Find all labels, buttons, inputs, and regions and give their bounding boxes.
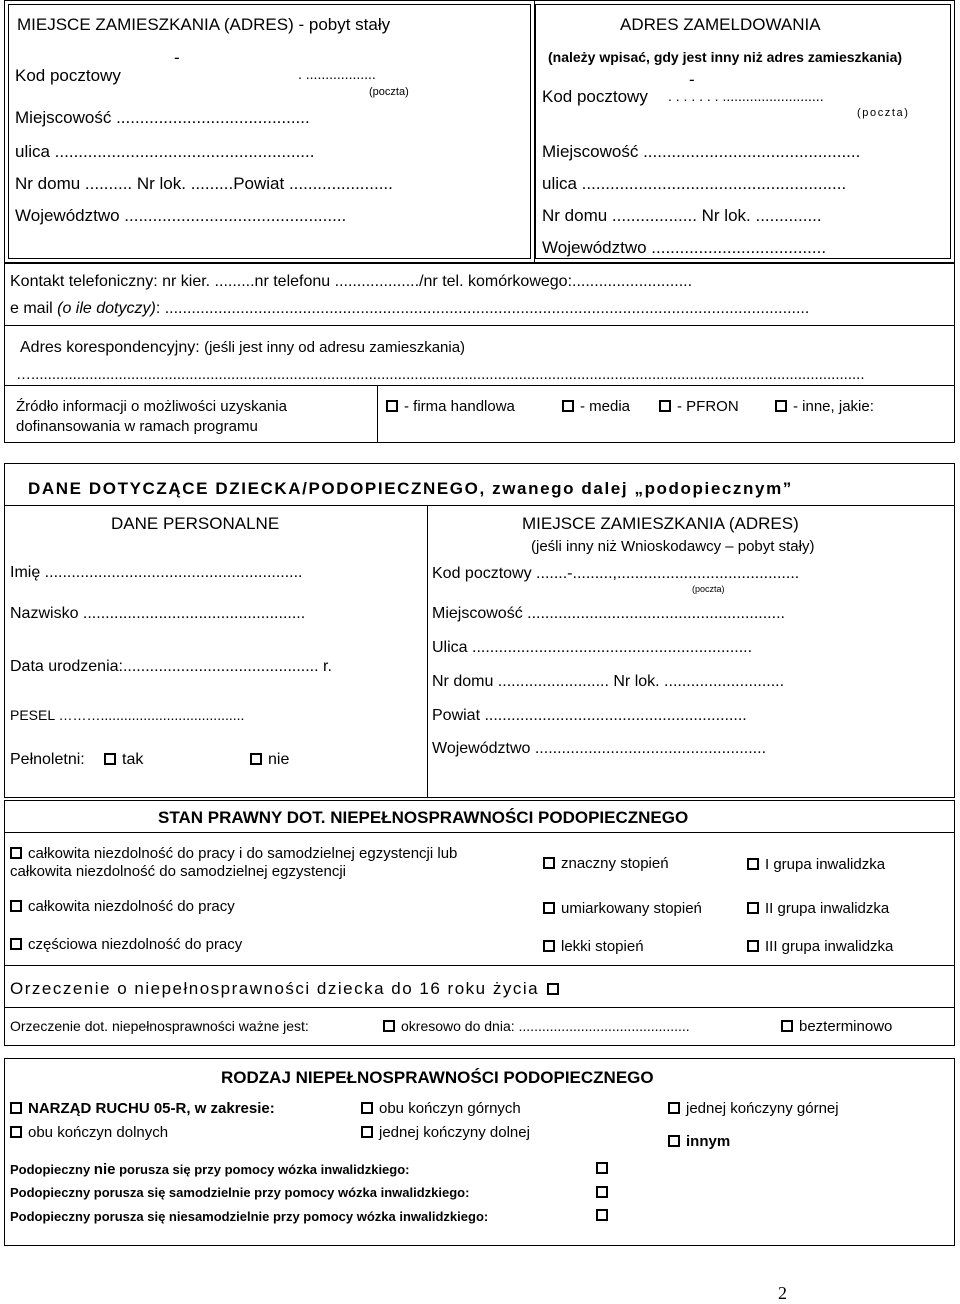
checkbox-icon[interactable] <box>547 983 559 995</box>
legal-opt-partial-work[interactable]: częściowa niezdolność do pracy <box>10 936 242 953</box>
contact-email[interactable]: e mail (o ile dotyczy): ................................................................................................................................................. <box>10 300 810 317</box>
degree-significant[interactable]: znaczny stopień <box>543 855 669 872</box>
residence-postal-label[interactable]: Kod pocztowy <box>15 66 121 85</box>
child-voivodeship[interactable]: Województwo .................................................... <box>432 740 767 757</box>
checkbox-icon[interactable] <box>10 900 22 912</box>
registered-note: (należy wpisać, gdy jest inny niż adres zamieszkania) <box>548 49 903 65</box>
registered-poczta: (poczta) <box>857 107 910 119</box>
child-header-line <box>4 505 955 506</box>
registered-voivodeship[interactable]: Województwo ..................................... <box>542 238 827 257</box>
residence-title: MIEJSCE ZAMIESZKANIA (ADRES) - pobyt stały <box>17 15 391 34</box>
checkbox-icon[interactable] <box>747 902 759 914</box>
validity-line <box>4 1007 955 1008</box>
child-header: DANE DOTYCZĄCE DZIECKA/PODOPIECZNEGO, zwanego dalej „podopiecznym” <box>28 479 793 498</box>
checkbox-icon[interactable] <box>10 1102 22 1114</box>
source-label-1: Źródło informacji o możliwości uzyskania <box>16 398 287 415</box>
legal-title-line <box>4 832 955 833</box>
checkbox-icon[interactable] <box>386 400 398 412</box>
registered-house[interactable]: Nr domu .................. Nr lok. .............. <box>542 206 822 225</box>
group-2[interactable]: II grupa inwalidzka <box>747 900 889 917</box>
checkbox-icon[interactable] <box>775 400 787 412</box>
personal-title: DANE PERSONALNE <box>111 514 280 533</box>
group-3[interactable]: III grupa inwalidzka <box>747 938 893 955</box>
residence-postal-dots[interactable]: . .................. <box>298 66 376 82</box>
registered-postal-label[interactable]: Kod pocztowy <box>542 87 648 106</box>
child-address-note: (jeśli inny niż Wnioskodawcy – pobyt stały) <box>531 538 815 555</box>
legal-opt-total-independent[interactable]: całkowita niezdolność do pracy i do samodzielnej egzystencji lub <box>10 845 457 862</box>
checkbox-icon[interactable] <box>10 938 22 950</box>
type-both-lower[interactable]: obu kończyn dolnych <box>10 1124 168 1141</box>
checkbox-icon[interactable] <box>361 1126 373 1138</box>
wheelchair-independent: Podopieczny porusza się samodzielnie przy pomocy wózka inwalidzkiego: <box>10 1185 470 1200</box>
child-col-divider <box>427 505 428 798</box>
legal-opt-total-independent-2: całkowita niezdolność do samodzielnej egzystencji <box>10 863 347 880</box>
child-last-name[interactable]: Nazwisko .................................................. <box>10 605 306 622</box>
child-district[interactable]: Powiat ........................................................... <box>432 707 747 724</box>
wheelchair-dependent: Podopieczny porusza się niesamodzielnie przy pomocy wózka inwalidzkiego: <box>10 1209 489 1224</box>
child-birth-date[interactable]: Data urodzenia:............................................ r. <box>10 658 332 675</box>
group-1[interactable]: I grupa inwalidzka <box>747 856 885 873</box>
residence-city[interactable]: Miejscowość ......................................... <box>15 108 310 127</box>
source-row-top <box>4 385 955 386</box>
child-pesel[interactable]: PESEL ………..................................... <box>10 707 245 723</box>
degree-light[interactable]: lekki stopień <box>543 938 644 955</box>
residence-voivodeship[interactable]: Województwo ............................................... <box>15 206 347 225</box>
checkbox-icon[interactable] <box>543 857 555 869</box>
wheelchair-none-checkbox-icon[interactable] <box>596 1162 608 1174</box>
registered-title: ADRES ZAMELDOWANIA <box>620 15 821 34</box>
checkbox-icon[interactable] <box>361 1102 373 1114</box>
child-first-name[interactable]: Imię .......................................................... <box>10 564 303 581</box>
registered-postal-dash: - <box>689 70 695 89</box>
child-adult-label: Pełnoletni: <box>10 751 85 768</box>
checkbox-icon[interactable] <box>747 858 759 870</box>
residence-house[interactable]: Nr domu .......... Nr lok. .........Powiat ...................... <box>15 174 393 193</box>
source-opt-trade[interactable]: - firma handlowa <box>386 398 515 415</box>
source-opt-other[interactable]: - inne, jakie: <box>775 398 874 415</box>
correspondence-separator <box>4 325 955 326</box>
child-postal[interactable]: Kod pocztowy .......-.........,......................................... <box>432 565 800 582</box>
legal-opt-total-work[interactable]: całkowita niezdolność do pracy <box>10 898 235 915</box>
residence-poczta: (poczta) <box>369 86 409 98</box>
residence-postal-dash: - <box>174 48 180 67</box>
type-title: RODZAJ NIEPEŁNOSPRAWNOŚCI PODOPIECZNEGO <box>221 1068 654 1087</box>
type-other[interactable]: innym <box>668 1133 730 1150</box>
checkbox-icon[interactable] <box>747 940 759 952</box>
checkbox-icon[interactable] <box>668 1102 680 1114</box>
type-both-upper[interactable]: obu kończyn górnych <box>361 1100 521 1117</box>
checkbox-icon[interactable] <box>10 847 22 859</box>
source-row-divider <box>377 385 378 443</box>
child-city[interactable]: Miejscowość .......................................................... <box>432 605 785 622</box>
source-label-2: dofinansowania w ramach programu <box>16 418 258 435</box>
wheelchair-dependent-checkbox-icon[interactable] <box>596 1209 608 1221</box>
checkbox-icon[interactable] <box>383 1020 395 1032</box>
type-one-upper[interactable]: jednej kończyny górnej <box>668 1100 839 1117</box>
registered-street[interactable]: ulica ........................................................ <box>542 174 847 193</box>
checkbox-icon[interactable] <box>668 1135 680 1147</box>
child-house[interactable]: Nr domu ......................... Nr lok. ........................... <box>432 673 785 690</box>
child-adult-no[interactable]: nie <box>250 751 289 769</box>
validity-indefinite[interactable]: bezterminowo <box>781 1018 892 1035</box>
wheelchair-independent-checkbox-icon[interactable] <box>596 1186 608 1198</box>
registered-postal-dots[interactable]: . . . . . . . .......................... <box>668 88 824 104</box>
child-address-title: MIEJSCE ZAMIESZKANIA (ADRES) <box>522 514 799 533</box>
checkbox-icon[interactable] <box>543 940 555 952</box>
source-opt-pfron[interactable]: - PFRON <box>659 398 739 415</box>
degree-moderate[interactable]: umiarkowany stopień <box>543 900 702 917</box>
child-poczta: (poczta) <box>692 584 725 594</box>
type-mobility[interactable]: NARZĄD RUCHU 05-R, w zakresie: <box>10 1100 275 1117</box>
child-adult-yes[interactable]: tak <box>104 751 143 769</box>
type-one-lower[interactable]: jednej kończyny dolnej <box>361 1124 530 1141</box>
residence-street[interactable]: ulica ....................................................... <box>15 142 315 161</box>
validity-periodic[interactable]: okresowo do dnia: ............................................ <box>383 1018 690 1034</box>
checkbox-icon[interactable] <box>250 753 262 765</box>
contact-phone[interactable]: Kontakt telefoniczny: nr kier. .........nr telefonu .................../nr tel. komórkowego:........................... <box>10 273 693 290</box>
under16-line <box>4 965 955 966</box>
source-opt-media[interactable]: - media <box>562 398 630 415</box>
child-street[interactable]: Ulica ............................................................... <box>432 639 753 656</box>
checkbox-icon[interactable] <box>10 1126 22 1138</box>
correspondence-dots[interactable]: …........................................................................................................................................................................................................ <box>16 366 865 383</box>
legal-title: STAN PRAWNY DOT. NIEPEŁNOSPRAWNOŚCI PODOPIECZNEGO <box>158 808 689 827</box>
page-number: 2 <box>778 1283 787 1303</box>
legal-section <box>4 800 955 1046</box>
correspondence-address[interactable]: Adres korespondencyjny: (jeśli jest inny od adresu zamieszkania) <box>20 339 466 356</box>
checkbox-icon[interactable] <box>659 400 671 412</box>
under16-certificate[interactable]: Orzeczenie o niepełnosprawności dziecka do 16 roku życia <box>10 979 559 999</box>
wheelchair-none: Podopieczny nie porusza się przy pomocy wózka inwalidzkiego: <box>10 1161 410 1178</box>
validity-label: Orzeczenie dot. niepełnosprawności ważne jest: <box>10 1018 309 1034</box>
checkbox-icon[interactable] <box>562 400 574 412</box>
checkbox-icon[interactable] <box>781 1020 793 1032</box>
registered-city[interactable]: Miejscowość .............................................. <box>542 142 861 161</box>
checkbox-icon[interactable] <box>104 753 116 765</box>
checkbox-icon[interactable] <box>543 902 555 914</box>
